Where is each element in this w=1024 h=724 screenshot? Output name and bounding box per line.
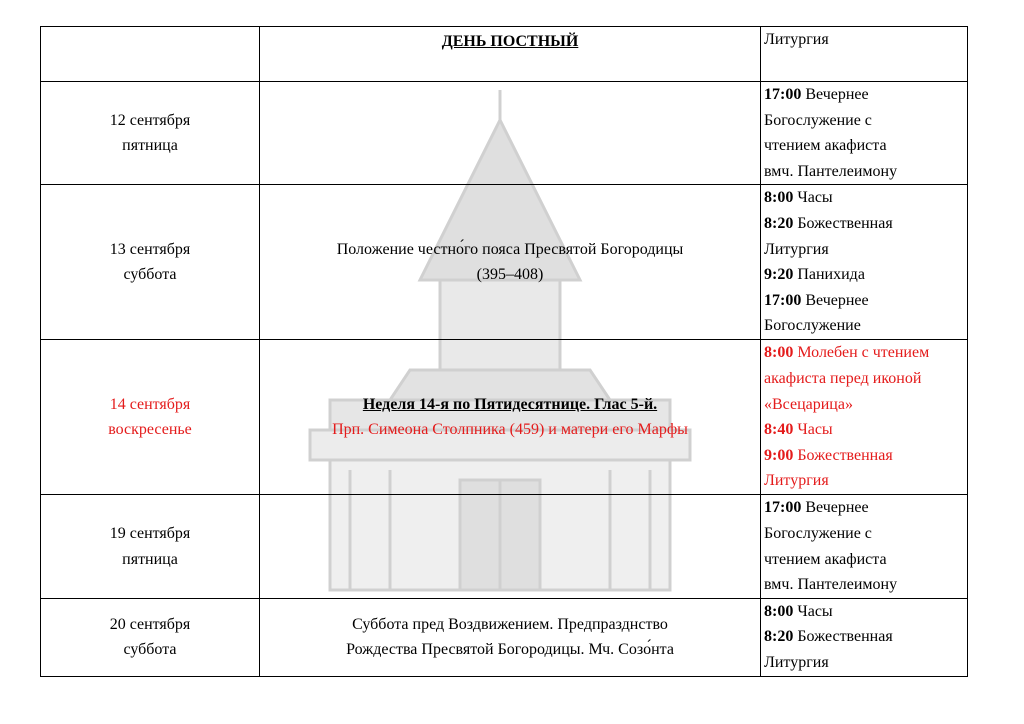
service-cell [761, 340, 968, 495]
service-line: Богослужение с [764, 111, 872, 129]
service-line: Литургия [764, 240, 829, 258]
table-row [41, 185, 968, 340]
service-line: акафиста перед иконой [764, 369, 922, 387]
date-day: 14 сентября [109, 395, 191, 413]
date-cell [41, 495, 260, 598]
date-cell [41, 27, 260, 82]
service-line: 8:20 Божественная [764, 214, 893, 232]
service-text: Литургия [764, 31, 829, 48]
service-line: вмч. Пантелеимону [764, 576, 898, 594]
table-row [41, 495, 968, 598]
feast-cell [260, 340, 761, 495]
service-cell [761, 82, 968, 185]
feast-cell [260, 598, 761, 676]
date-cell [41, 598, 260, 676]
service-line: 9:20 Панихида [764, 266, 865, 284]
service-cell [761, 27, 968, 82]
date-day: 13 сентября [109, 240, 191, 258]
date-cell [41, 82, 260, 185]
service-line: 8:20 Божественная [764, 628, 893, 646]
date-weekday: суббота [123, 266, 177, 284]
service-line: Богослужение [764, 317, 861, 335]
table-row [41, 598, 968, 676]
table-row [41, 27, 968, 82]
date-weekday: пятница [122, 550, 178, 568]
date-day: 12 сентября [109, 111, 191, 129]
feast-text: Положение честно́го пояса Пресвятой Богородицы [336, 240, 684, 258]
service-line: 9:00 Божественная [764, 446, 893, 464]
service-cell [761, 598, 968, 676]
date-cell [41, 185, 260, 340]
service-line: 8:00 Молебен с чтением [764, 344, 930, 362]
service-line: чтением акафиста [764, 550, 887, 568]
schedule-table [40, 26, 968, 677]
feast-cell [260, 495, 761, 598]
feast-cell [260, 185, 761, 340]
feast-text: Суббота пред Воздвижением. Предпразднство [352, 615, 668, 633]
feast-text: (395–408) [476, 266, 544, 284]
service-cell [761, 185, 968, 340]
service-line: 17:00 Вечернее [764, 499, 869, 517]
date-weekday: суббота [123, 641, 177, 659]
service-line: Литургия [764, 472, 829, 490]
feast-title: ДЕНЬ ПОСТНЫЙ [441, 33, 579, 50]
date-cell [41, 340, 260, 495]
feast-cell [260, 27, 761, 82]
service-line: 8:40 Часы [764, 421, 833, 439]
feast-cell [260, 82, 761, 185]
service-line: 8:00 Часы [764, 189, 833, 207]
service-line: вмч. Пантелеимону [764, 162, 898, 180]
service-line: чтением акафиста [764, 137, 887, 155]
feast-title: Неделя 14-я по Пятидесятнице. Глас 5-й. [362, 395, 658, 413]
date-day: 19 сентября [109, 524, 191, 542]
service-line: 17:00 Вечернее [764, 291, 869, 309]
feast-text: Рождества Пресвятой Богородицы. Мч. Созо́нта [346, 641, 674, 659]
date-weekday: пятница [122, 137, 178, 155]
date-weekday: воскресенье [108, 421, 192, 439]
service-line: Литургия [764, 653, 829, 671]
feast-text: Прп. Симеона Столпника (459) и матери его Марфы [332, 421, 688, 439]
service-cell [761, 495, 968, 598]
date-day: 20 сентября [109, 615, 191, 633]
table-row [41, 340, 968, 495]
service-line: Богослужение с [764, 524, 872, 542]
table-row [41, 82, 968, 185]
service-line: «Всецарица» [764, 395, 853, 413]
service-line: 17:00 Вечернее [764, 86, 869, 103]
service-line: 8:00 Часы [764, 602, 833, 620]
